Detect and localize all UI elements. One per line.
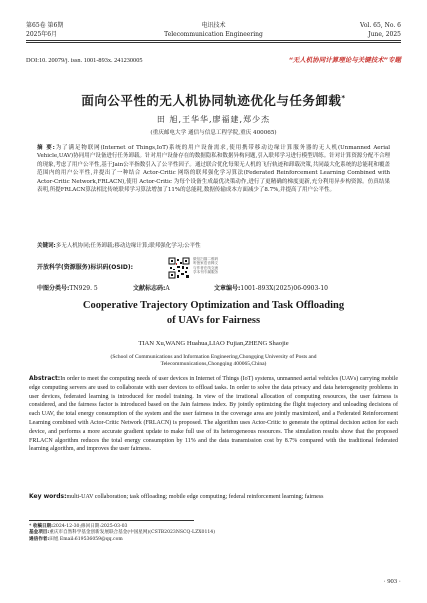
affiliation-en-line: (School of Communications and Information Engineering,Chongqing University of Posts and — [110, 354, 317, 360]
qr-caption-line: 微信扫描二维码 — [193, 257, 219, 261]
abstract-cn-text: 为了满足物联网(Internet of Things,IoT)系统的用户设备需求,使用携带移动边缘计算服务器的无人机(Unmanned Aerial Vehicle,UAV)协同用户设备进行任务卸载。针对用户设备存在的数据隐私和数据异构问题,引入联邦学习进行模型训练。针对计算资源分配不合理的现象,考虑了用户公平性,基于Jain公平指数引入了公平性因子。通过联合优化每架无人机的飞行轨迹和卸载决策,共同最大化系统的总能耗和覆盖范围内的用户公平性,并提出了一种结合 Actor-Critic 网络的联邦强化学习算法(Federated Reinforcement Learning Combined with Actor-Critic Network,FRLACN),使用 Actor-Critic 为每个设备生成最优决策动作,进行了更精确的梯度更新,充分利用异步构资源。仿真结果表明,所提FRLACN算法相比传统联邦学习算法增加了11%的总能耗,数据传输成本方面减少了8.7%,并提高了用户公平性。 — [37, 145, 390, 194]
affiliation-cn: (重庆邮电大学 通信与信息工程学院,重庆 400065) — [150, 130, 277, 136]
header-date-en: June, 2025 — [368, 31, 401, 38]
page-number: · 903 · — [383, 578, 401, 585]
title-cn — [0, 91, 427, 109]
abstract-en-text: In order to meet the computing needs of user devices in Internet of Things (IoT) systems, unmanned aerial vehicles (UAVs) carrying mobile edge computing servers are used to collaborate with user devices to offload tasks. In order to solve the data privacy and data heterogeneity problems in user devices, federated learning is introduced for model training. In view of the irrational allocation of computing resources, the user fairness is considered, and the fairness factor is introduced based on the Jain fairness index. By jointly optimizing the flight trajectory and unloading decisions of each UAV, the total energy consumption of the system and the user fairness in the coverage area are jointly maximized, and a Federated Reinforcement Learning combined with Actor-Critic Network (FRLACN) is proposed. The algorithm uses Actor-Critic to generate the optimal decision action for each device, and performs a more accurate gradient update to make full use of its heterogeneous resources. The simulation results show that the proposed FRLACN algorithm reduces the total energy consumption by 11% and the data transmission cost by 8.7% compared with the traditional federated learning algorithm, and improves the user fairness. — [29, 376, 398, 453]
received-value: 2024-12-30;修回日期:2025-03-03 — [52, 524, 128, 529]
osid-label: 开放科学(资源服务)标识码(OSID): — [37, 264, 134, 271]
footnote-mark: * — [29, 524, 32, 529]
keywords-cn — [37, 243, 390, 250]
header-rule — [26, 40, 401, 41]
abstract-cn — [37, 144, 390, 194]
qr-caption — [193, 257, 218, 275]
abstract-en-label: Abstract: — [29, 375, 61, 382]
title-en-line: of UAVs for Fairness — [166, 315, 261, 326]
article-number — [214, 283, 328, 292]
header-journal-en: Telecommunication Engineering — [164, 31, 263, 38]
keywords-cn-label: 关键词: — [37, 243, 56, 249]
qr-caption-line: 听独家语音释文 — [193, 261, 219, 266]
title-cn-footnote-mark: * — [341, 93, 346, 102]
clc-label: 中图分类号: — [37, 285, 70, 292]
qr-code-icon[interactable] — [168, 257, 190, 279]
doi-line[interactable]: DOI:10. 20079/j. issn. 1001-893x. 241230005 — [26, 57, 143, 64]
footnote-rule — [29, 520, 194, 521]
fund-label: 基金项目: — [29, 530, 50, 536]
footnotes — [29, 524, 398, 543]
keywords-en — [29, 493, 398, 502]
received-label: 收稿日期: — [32, 524, 53, 529]
authors-cn: 田 旭,王华华,廖福建,郑少杰 — [156, 115, 271, 124]
keywords-cn-text: 多无人机协同;任务卸载;移动边缘计算;联邦强化学习;公平性 — [55, 243, 201, 249]
abstract-en — [29, 375, 398, 454]
header-rule-thin — [26, 42, 401, 43]
header-volume-cn: 第65卷 第6期 — [26, 22, 64, 29]
abstract-cn-label: 摘 要: — [37, 145, 55, 151]
affiliation-en-line: Telecommunications,Chongqing 400065,China) — [160, 361, 267, 368]
title-en-line: Cooperative Trajectory Optimization and Task Offloading — [82, 300, 345, 311]
keywords-en-label: Key words: — [29, 493, 67, 500]
footnote-author — [29, 537, 398, 543]
corresponding-author-label: 通信作者: — [29, 536, 50, 542]
header-volume-en: Vol. 65, No. 6 — [360, 22, 401, 29]
document-code — [133, 283, 170, 292]
affiliation-en — [60, 354, 367, 368]
title-en — [0, 298, 427, 328]
article-number-label: 文章编号: — [214, 285, 241, 292]
qr-caption-line: 享本刊专属服务 — [193, 270, 219, 275]
title-cn-text: 面向公平性的无人机协同轨迹优化与任务卸载 — [81, 93, 342, 108]
keywords-en-text: multi-UAV collaboration; task offloading; mobile edge computing; federal reinforcement learning; fairness — [66, 494, 324, 500]
clc-value: TN929. 5 — [69, 285, 98, 292]
header-date-cn: 2025年6月 — [26, 31, 58, 38]
clc-number — [37, 283, 98, 292]
authors-en: TIAN Xu,WANG Huahua,LIAO Fujian,ZHENG Shaojie — [138, 340, 289, 347]
qr-caption-line: 与作者在线交流 — [193, 265, 219, 270]
corresponding-author-value[interactable]: 田旭 Email:619536059@qq.com — [49, 536, 123, 542]
fund-value: 重庆市自然科学基金创新发展联合基金(中国星网)(CSTB2023NSCQ-LZX0114) — [49, 530, 216, 536]
doc-code-label: 文献标志码: — [133, 285, 166, 292]
article-number-value: 1001-893X(2025)06-0903-10 — [240, 285, 328, 292]
header-journal-cn: 电讯技术 — [201, 22, 226, 29]
doc-code-value: A — [165, 285, 170, 292]
topic-banner: “无人机协同计算理论与关键技术”专题 — [288, 56, 401, 64]
